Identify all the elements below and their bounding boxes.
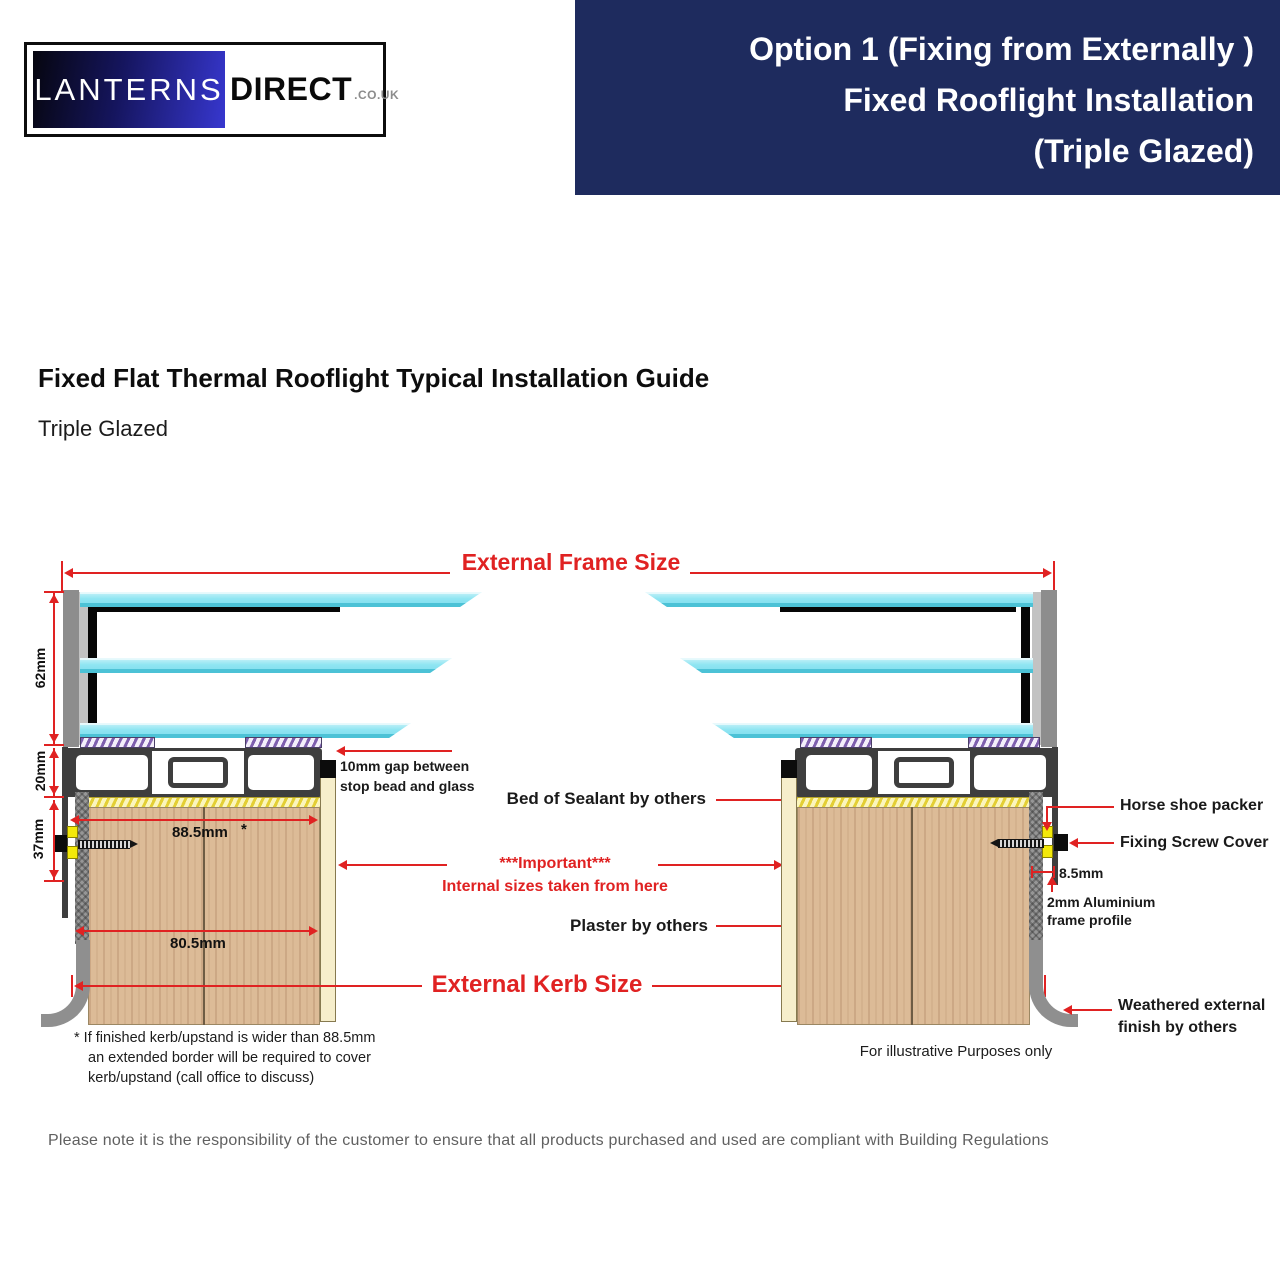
important-title: ***Important*** [499,855,611,872]
dim-85-tick-left [1031,866,1033,878]
stop-bead-gap-left [320,760,336,778]
thermal-tape-right-1 [800,737,872,748]
dim-885-asterisk: * [241,821,247,838]
dim-label-805: 80.5mm [170,935,226,952]
glass-pane-left-middle [80,658,452,673]
fixing-screw-cover-left [53,835,67,852]
fixing-screw-left [78,840,130,849]
footnote-line-3: kerb/upstand (call office to discuss) [88,1070,315,1086]
kerb-size-line-left [83,985,422,987]
profile-chamber-right-outer [974,755,1046,790]
alu-profile-label-2: frame profile [1047,912,1132,928]
horse-shoe-label: Horse shoe packer [1120,797,1264,814]
dim-line-37 [53,800,55,880]
profile-chamber-right-center [894,757,954,788]
glass-pane-left-bottom [80,723,411,738]
plaster-stop-bead-right [781,760,797,1022]
dim-label-885: 88.5mm [172,824,228,841]
profile-chamber-left-outer [76,755,148,790]
dim-tick-2 [44,744,64,746]
dim-805-arrow-left-icon [75,926,84,936]
thermal-tape-left-1 [80,737,155,748]
important-arrow-left-icon [338,860,347,870]
banner-line-3: (Triple Glazed) [1033,133,1254,169]
logo-blue-panel [33,51,225,128]
page-subtitle: Triple Glazed [38,416,169,441]
title-banner [575,0,1280,195]
sealant-label: Bed of Sealant by others [506,789,706,808]
dim-37-arrow-down-icon [49,870,59,879]
kerb-size-arrow-left-icon [74,981,83,991]
banner-line-2: Fixed Rooflight Installation [843,82,1254,118]
plaster-stop-bead-left [320,760,336,1022]
horse-shoe-packer-left-top [67,826,78,838]
dim-tick-3 [44,796,64,798]
plaster-label: Plaster by others [570,916,708,935]
fixing-screw-cover-right [1054,834,1068,851]
frame-size-label: External Frame Size [461,549,681,575]
frame-size-tick-left [61,561,63,591]
profile-chamber-left-inner [248,755,314,790]
glazing-spacer-left-1 [88,607,97,658]
screw-cover-label: Fixing Screw Cover [1120,834,1269,851]
frame-size-line-right [690,572,1043,574]
glass-pane-right-middle [680,658,1033,673]
thermal-tape-right-2 [968,737,1040,748]
alu-profile-label-1: 2mm Aluminium [1047,894,1156,910]
glass-pane-right-bottom [712,723,1033,738]
gap-note-line1: 10mm gap between [340,758,470,774]
banner-line-1: Option 1 (Fixing from Externally ) [749,31,1254,67]
dim-885-arrow-left-icon [70,815,79,825]
kerb-size-label: External Kerb Size [431,971,643,998]
thermal-tape-left-2 [245,737,322,748]
dim-37-arrow-up-icon [49,801,59,810]
dim-62-arrow-down-icon [49,734,59,743]
important-line-left [347,864,447,866]
kerb-joint-right [911,807,913,1025]
plaster-arrow-line [716,925,784,927]
sealant-arrow-line [716,799,784,801]
logo-text-lanterns: LANTERNS [34,71,224,107]
logo-text-tld: .CO.UK [354,87,400,102]
gap-note-line [345,750,452,752]
dim-85-line [1032,871,1054,873]
logo-right-part [230,71,399,108]
dim-label-20: 20mm [32,750,48,792]
screw-cover-line [1072,842,1114,844]
dim-885-arrow-right-icon [309,815,318,825]
horse-shoe-arrow-icon [1042,822,1052,831]
lanterns-direct-logo [24,42,400,137]
glazing-spacer-right-2 [1021,673,1030,723]
weathered-label-2: finish by others [1118,1019,1238,1036]
frame-size-line-left [73,572,450,574]
footnote-line-2: an extended border will be required to cover [88,1050,371,1066]
profile-chamber-left-center [168,757,228,788]
gap-note-arrow-icon [336,746,345,756]
frame-bar-right [1041,590,1057,747]
dim-label-37: 37mm [30,818,46,860]
dim-tick-4 [44,880,64,882]
horse-shoe-packer-left-bottom [67,846,78,859]
regulations-note: Please note it is the responsibility of the customer to ensure that all products purchased and used are compliant with Building Regulations [48,1132,1049,1149]
profile-chamber-right-inner [806,755,872,790]
dim-805-line [84,930,309,932]
kerb-size-tick-left [71,975,73,997]
glazing-spacer-right-1 [1021,607,1030,658]
dim-805-arrow-right-icon [309,926,318,936]
stop-bead-gap-right [781,760,797,778]
screw-cover-arrow-icon [1069,838,1078,848]
glass-pane-left-top [80,592,482,607]
screw-tip-left-icon [130,840,138,848]
frame-size-arrow-left-icon [64,568,73,578]
footnote-line-1: * If finished kerb/upstand is wider than 88.5mm [74,1030,376,1046]
gap-note-line2: stop bead and glass [340,778,475,794]
warm-edge-bar-left [95,607,340,612]
glazing-spacer-left-2 [88,673,97,723]
frame-size-arrow-right-icon [1043,568,1052,578]
weathered-line [1072,1009,1112,1011]
weathered-arrow-icon [1063,1005,1072,1015]
alu-profile-arrow-stub [1051,884,1053,892]
screw-tip-right-icon [990,839,998,847]
dim-885-line [79,819,309,821]
dim-62-arrow-up-icon [49,594,59,603]
illustrative-note: For illustrative Purposes only [859,1043,1053,1060]
important-body: Internal sizes taken from here [442,878,668,895]
horse-shoe-line-h [1048,806,1114,808]
logo-text-direct: DIRECT [230,71,353,107]
important-line-right [658,864,774,866]
frame-lip-right [1032,592,1041,745]
dim-label-62: 62mm [32,647,48,689]
frame-bar-left [63,590,79,747]
page-title: Fixed Flat Thermal Rooflight Typical Installation Guide [38,363,710,393]
warm-edge-bar-right [780,607,1016,612]
fixing-screw-right [998,839,1044,848]
dim-label-85: 8.5mm [1059,865,1104,881]
weathered-label-1: Weathered external [1118,997,1266,1014]
glass-pane-right-top [645,592,1033,607]
frame-size-tick-right [1053,561,1055,593]
